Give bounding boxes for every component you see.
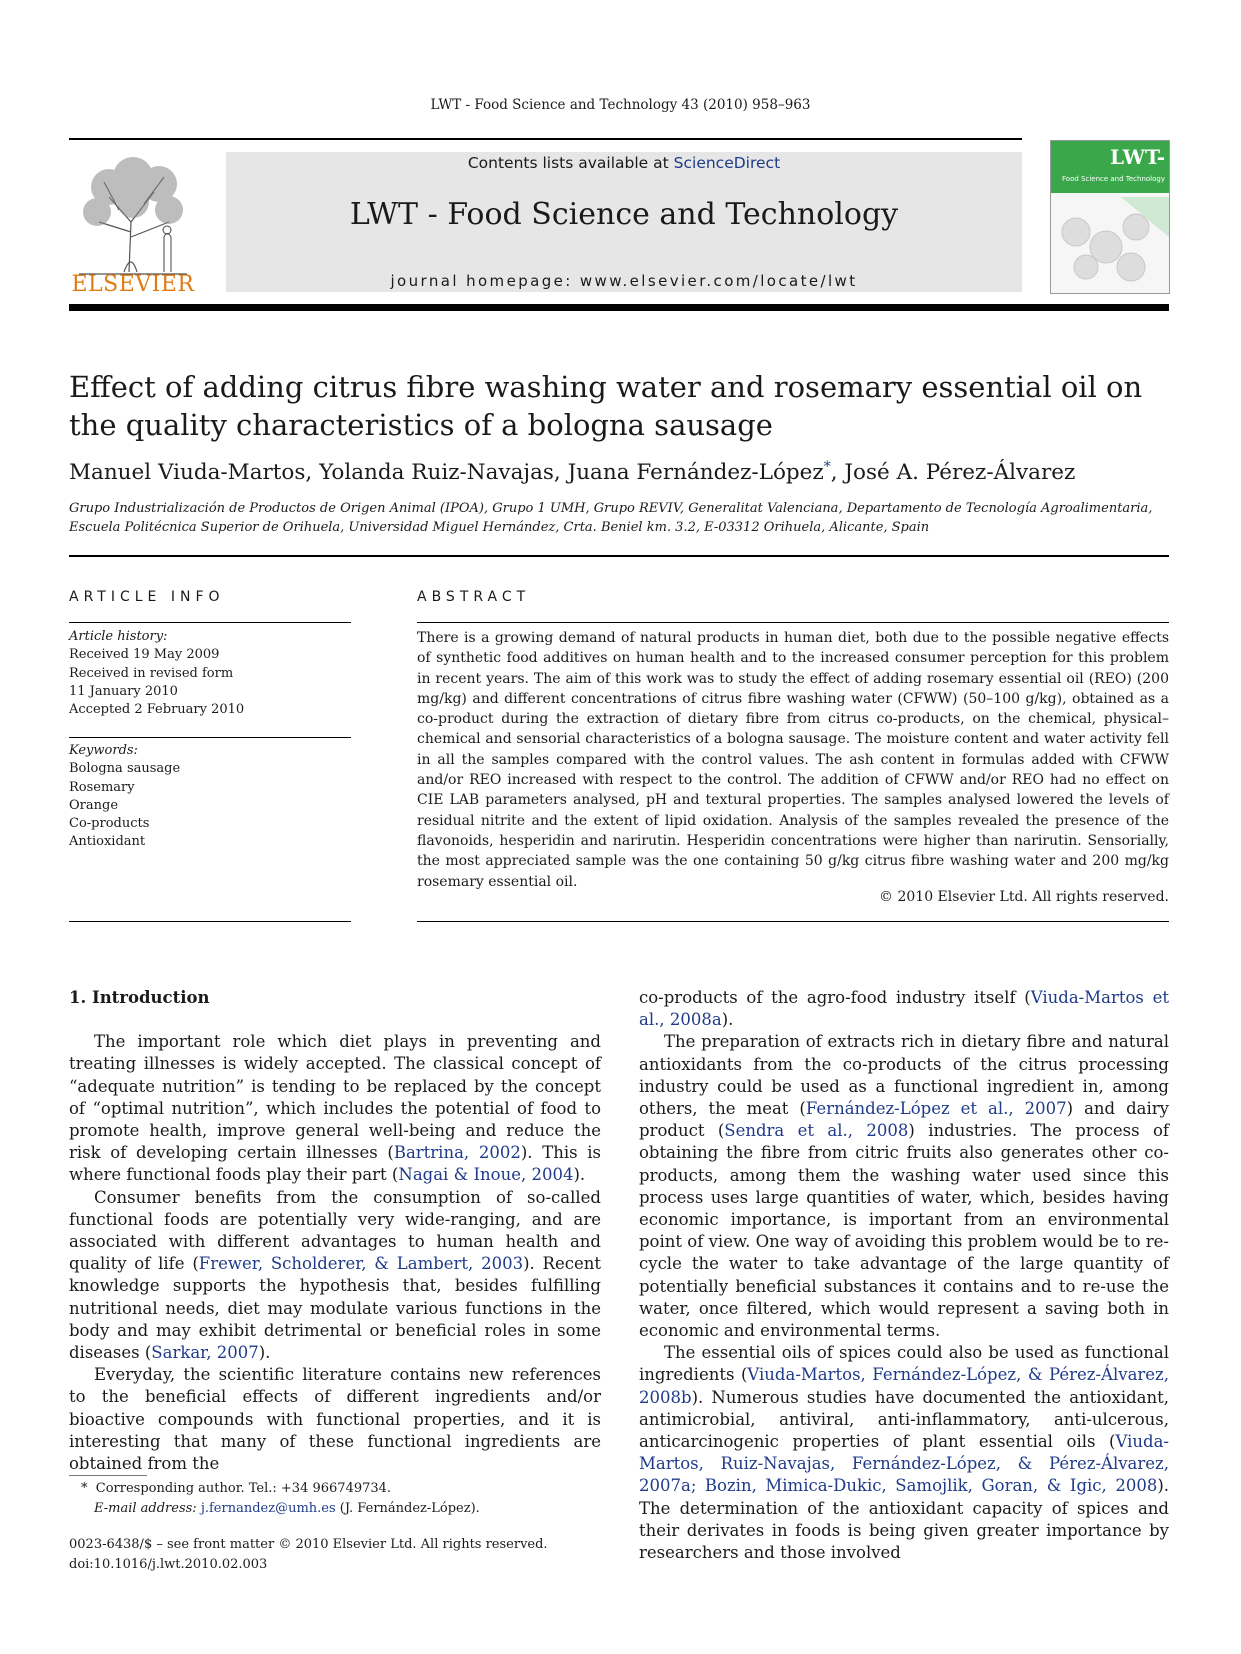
- citation-link[interactable]: Sendra et al., 2008: [724, 1121, 909, 1141]
- citation-link[interactable]: Fernández-López et al., 2007: [805, 1099, 1067, 1119]
- citation-link[interactable]: Bartrina, 2002: [393, 1143, 521, 1163]
- article-title: Effect of adding citrus fibre washing water and rosemary essential oil on the quality characteristics of a bologna sausage: [69, 370, 1143, 442]
- body-column-right: [639, 987, 1169, 1564]
- history-label: Article history:: [69, 629, 168, 644]
- text-run: ). Recent knowledge supports the hypothesis that, besides fulfilling nutritional needs, diet may modulate various functions in the body and may exhibit detrimental or beneficial roles in some diseases (: [69, 1254, 601, 1363]
- keyword-item: Orange: [69, 797, 119, 813]
- text-run: ). This is where functional foods play their part (: [69, 1143, 602, 1185]
- journal-cover-thumbnail[interactable]: [1050, 140, 1170, 294]
- keyword-item: Bologna sausage: [69, 761, 181, 777]
- keywords-label: Keywords:: [69, 743, 138, 758]
- keyword-item: Antioxidant: [69, 834, 146, 850]
- text-run: ). The determination of the antioxidant capacity of spices and their derivates in foods is being given greater importance by researchers and those involved: [639, 1476, 1169, 1563]
- abstract-text: There is a growing demand of natural products in human diet, both due to the possible negative effects of synthetic food additives on human health and to the increased consumer perception for this problem in recent years. The aim of this work was to study the effect of adding rosemary essential oil (REO) (200 mg/kg) and different concentrations of citrus fibre washing water (CFWW) (50–100 g/kg), obtained as a co-product during the extraction of dietary fibre from citrus co-products, on the chemical, physical–chemical and sensorial characteristics of a bologna sausage. The moisture content and water activity fell in all the samples compared with the control values. The ash content in formulas added with CFWW and/or REO increased with respect to the control. The addition of CFWW and/or REO had no effect on CIE LAB parameters analysed, pH and textural properties. The samples analysed lowered the levels of residual nitrite and the extent of lipid oxidation. Analysis of the samples revealed the presence of the flavonoids, hesperidin and narirutin. Hesperidin concentrations were higher than narirutin. Sensorially, the most appreciated sample was the one containing 50 g/kg citrus fibre washing water and 200 mg/kg rosemary essential oil.: [417, 630, 1169, 890]
- doi-line[interactable]: doi:10.1016/j.lwt.2010.02.003: [69, 1556, 268, 1572]
- cover-image-icon: [1051, 197, 1169, 293]
- citation-link[interactable]: Viuda-Martos, Ruiz-Navajas, Fernández-López, & Pérez-Álvarez, 2007a; Bozin, Mimica-Dukic, Samojlik, Goran, & Igic, 2008: [639, 1432, 1169, 1496]
- header-thick-rule: [69, 304, 1169, 311]
- citation-link[interactable]: Frewer, Scholderer, & Lambert, 2003: [198, 1254, 524, 1274]
- footnote-corresponding: [69, 1479, 601, 1499]
- citation-link[interactable]: Viuda-Martos, Fernández-López, & Pérez-Álvarez, 2008b: [639, 1365, 1169, 1407]
- history-item: 11 January 2010: [69, 683, 178, 699]
- front-matter: [69, 1535, 601, 1574]
- paragraph: [69, 1187, 601, 1365]
- header-top-rule: [69, 138, 1022, 140]
- text-run: ). Numerous studies have documented the antioxidant, antimicrobial, antiviral, anti-inflammatory, anti-ulcerous, anticarcinogenic properties of plant essential oils (: [639, 1387, 1169, 1452]
- history-item: Accepted 2 February 2010: [69, 702, 245, 718]
- abstract-copyright: © 2010 Elsevier Ltd. All rights reserved.: [879, 889, 1169, 905]
- citation-link[interactable]: Viuda-Martos et al., 2008a: [639, 988, 1170, 1030]
- running-head: LWT - Food Science and Technology 43 (2010) 958–963: [430, 97, 811, 113]
- abstract-heading: ABSTRACT: [417, 589, 531, 605]
- title-block-rule: [69, 555, 1169, 557]
- article-info-heading: ARTICLE INFO: [69, 589, 225, 605]
- abstract-rule: [417, 622, 1169, 623]
- email-label: E-mail address:: [94, 1500, 197, 1516]
- body-column-left: [69, 987, 601, 1475]
- affiliation: Grupo Industrialización de Productos de Origen Animal (IPOA), Grupo 1 UMH, Grupo REVIV, Generalitat Valenciana, Departamento de Tecnología Agroalimentaria, Escuela Politécnica Superior de Orihuela, Universidad Miguel Hernández, Crta. Beniel km. 3.2, E-03312 Orihuela, Alicante, Spain: [69, 501, 1153, 535]
- history-item: Received 19 May 2009: [69, 647, 220, 663]
- email-link[interactable]: j.fernandez@umh.es: [200, 1500, 336, 1516]
- footnote-email: [69, 1499, 601, 1519]
- journal-name: LWT - Food Science and Technology: [349, 197, 899, 232]
- text-run: ) and dairy product (: [639, 1099, 1169, 1141]
- info-rule: [69, 622, 351, 623]
- elsevier-wordmark[interactable]: ELSEVIER: [71, 272, 195, 297]
- paragraph: Everyday, the scientific literature contains new references to the beneficial effects of different ingredients and/or bioactive compounds with functional properties, and it is interesting that many of these functional ingredients are obtained from the: [69, 1365, 601, 1474]
- citation-link[interactable]: Nagai & Inoue, 2004: [398, 1165, 574, 1185]
- text-run: The preparation of extracts rich in dietary fibre and natural antioxidants from the co-products of the citrus processing industry could be used as a functional ingredient in, among others, the meat (: [639, 1032, 1169, 1119]
- history-item: Received in revised form: [69, 665, 234, 681]
- info-rule: [69, 921, 351, 922]
- text-run: ) industries. The process of obtaining the fibre from citric fruits also generates other co-products, among them the washing water used since this process uses large quantities of water, which, besides having economic importance, is important from an environmental point of view. One way of avoiding this problem would be to re-cycle the water to take advantage of the large quantity of potentially beneficial substances it contains and to re-use the water, once filtered, which would represent a saving both in economic and environmental terms.: [639, 1121, 1169, 1341]
- journal-homepage[interactable]: journal homepage: www.elsevier.com/locate/lwt: [390, 272, 858, 290]
- journal-banner: [226, 152, 1022, 292]
- keywords: [69, 742, 351, 852]
- text-run: ).: [258, 1343, 271, 1363]
- paragraph: [639, 1342, 1169, 1564]
- section-heading-introduction: 1. Introduction: [69, 988, 210, 1007]
- authors: [69, 459, 1169, 485]
- article-history: [69, 628, 351, 719]
- corresponding-author-mark[interactable]: *: [823, 459, 831, 475]
- citation-link[interactable]: Sarkar, 2007: [151, 1343, 259, 1363]
- text-run: ).: [721, 1010, 734, 1030]
- footnote-rule: [69, 1475, 147, 1476]
- abstract-rule: [417, 921, 1169, 922]
- authors-list: Manuel Viuda-Martos, Yolanda Ruiz-Navajas, Juana Fernández-López: [69, 460, 824, 486]
- email-suffix: (J. Fernández-López).: [335, 1500, 480, 1516]
- text-run: The important role which diet plays in preventing and treating illnesses is widely accepted. The classical concept of “adequate nutrition” is tending to be replaced by the concept of “optimal nutrition”, which includes the potential of food to promote health, improve general well-being and reduce the risk of developing certain illnesses (: [69, 1032, 601, 1163]
- contents-prefix: Contents lists available at: [467, 154, 674, 172]
- cover-title: LWT-: [1109, 145, 1165, 169]
- cover-subtitle: Food Science and Technology: [1062, 175, 1165, 183]
- text-run: ).: [573, 1165, 586, 1185]
- footnote: [69, 1479, 601, 1518]
- paragraph: [69, 1031, 601, 1186]
- contents-line: [226, 154, 1022, 172]
- paragraph: [639, 1031, 1169, 1342]
- keyword-item: Rosemary: [69, 779, 135, 795]
- footnote-corresponding-text: Corresponding author. Tel.: +34 966749734.: [95, 1481, 392, 1496]
- text-run: Consumer benefits from the consumption of so-called functional foods are potentially very wide-ranging, and are associated with different advantages to human health and quality of life (: [69, 1187, 601, 1274]
- authors-list-tail: , José A. Pérez-Álvarez: [830, 460, 1076, 486]
- keyword-item: Co-products: [69, 816, 150, 832]
- issn-line: 0023-6438/$ – see front matter © 2010 Elsevier Ltd. All rights reserved.: [69, 1537, 548, 1552]
- sciencedirect-link[interactable]: ScienceDirect: [673, 154, 781, 172]
- paragraph: [639, 987, 1169, 1031]
- text-run: co-products of the agro-food industry itself (: [639, 988, 1031, 1007]
- info-rule: [69, 737, 351, 738]
- footnote-mark: *: [81, 1481, 88, 1496]
- text-run: The essential oils of spices could also be used as functional ingredients (: [639, 1343, 1169, 1385]
